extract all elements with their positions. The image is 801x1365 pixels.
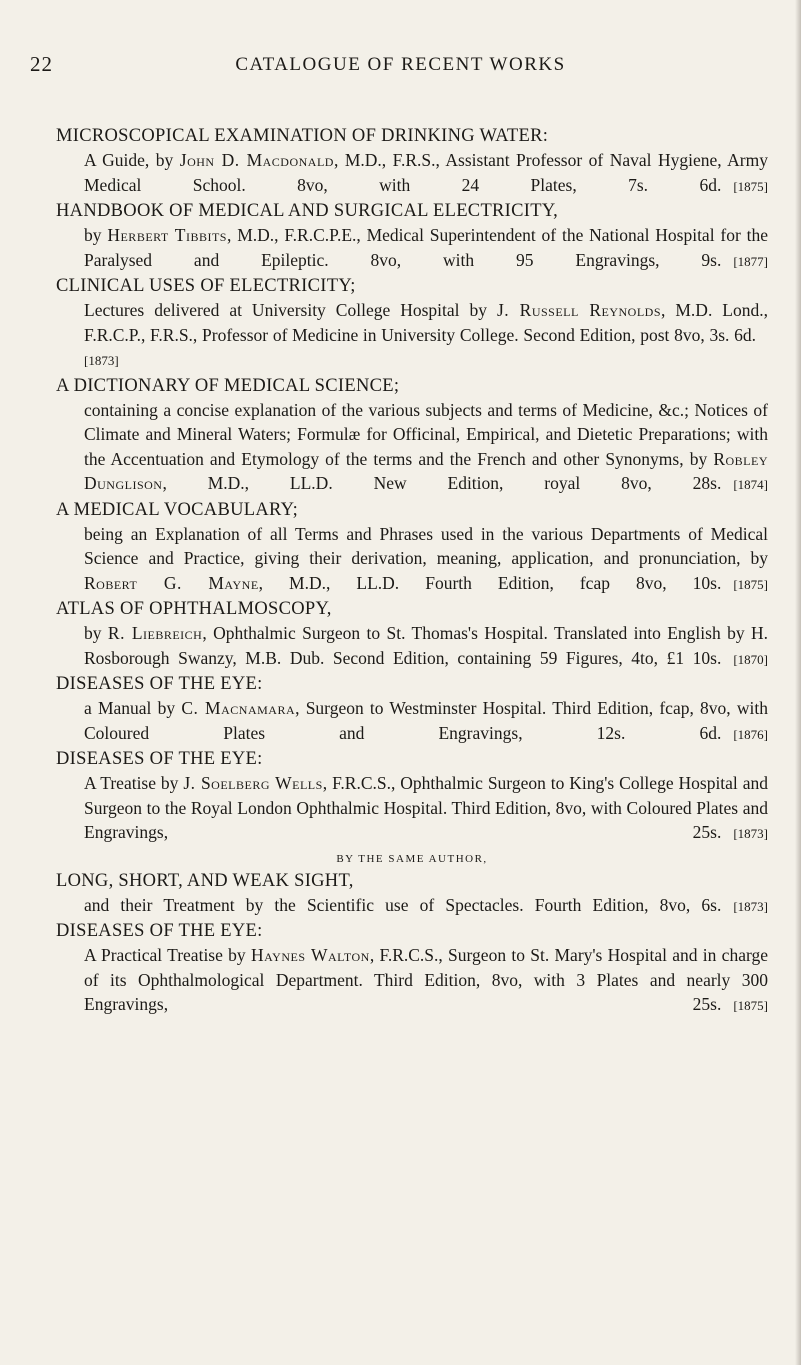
entry-year: [1873] (84, 353, 119, 368)
same-author-note: BY THE SAME AUTHOR, (336, 852, 488, 865)
entry-text: , F.R.C.S., Ophthalmic Surgeon to King's College Hospital and Surgeon to the Royal London Ophthalmic Hospital. Third Edition, 8vo, with Coloured Plates and Engravings, 25s. (84, 773, 768, 842)
entry-text: , M.D., LL.D. Fourth Edition, fcap 8vo, 10s. (258, 572, 722, 593)
catalogue-entry (56, 374, 768, 498)
catalogue-entry (56, 919, 768, 1019)
entry-description (84, 893, 768, 920)
entry-text: A Practical Treatise by (84, 945, 251, 965)
entry-text: a Manual by (84, 698, 182, 718)
catalogue-entry (56, 747, 768, 869)
entry-title: LONG, SHORT, AND WEAK SIGHT, (56, 870, 354, 891)
entry-description (84, 696, 768, 747)
entry-author: Herbert Tibbits (107, 225, 227, 245)
entry-text: by (84, 225, 108, 245)
entry-year: [1876] (733, 726, 768, 742)
entry-title: DISEASES OF THE EYE: (56, 674, 263, 694)
catalogue-entry (56, 274, 768, 374)
entry-text: , Surgeon to Westminster Hospital. Third Edition, fcap, 8vo, with Coloured Plates and Engravings, 12s. 6d. (84, 698, 768, 743)
catalogue-entry (56, 124, 768, 199)
entry-text: Lectures delivered at University College Hospital by (84, 300, 497, 320)
entry-text: , Ophthalmic Surgeon to St. Thomas's Hospital. Translated into English by H. Rosborough Swanzy, M.B. Dub. Second Edition, containing 59 Figures, 4to, £1 10s. (84, 623, 768, 668)
entry-year: [1875] (733, 998, 768, 1013)
entry-description (84, 223, 768, 274)
entry-year: [1873] (733, 826, 768, 841)
entry-author: J. Russell Reynolds (497, 300, 662, 320)
entry-text: by (84, 623, 108, 643)
entry-title: CLINICAL USES OF ELECTRICITY; (56, 276, 356, 296)
entry-title: A DICTIONARY OF MEDICAL SCIENCE; (56, 375, 400, 396)
entry-text: being an Explanation of all Terms and Phrases used in the various Departments of Medical Science and Practice, giving their derivation, meaning, application, and pronunciation, by (84, 523, 768, 568)
catalogue-entry (56, 498, 768, 598)
catalogue-entry (56, 597, 768, 672)
page-header (0, 52, 801, 82)
running-title: CATALOGUE OF RECENT WORKS (235, 54, 566, 75)
entry-text: , M.D., F.R.C.P.E., Medical Superintendent of the National Hospital for the Paralysed and Epileptic. 8vo, with 95 Engravings, 9s. (84, 225, 769, 270)
scan-edge-shadow (795, 0, 801, 1365)
entry-author: R. Liebreich (107, 623, 203, 643)
catalogue-entry (56, 672, 768, 747)
entry-author: Robley Dunglison (84, 448, 768, 493)
entry-year: [1875] (733, 576, 768, 592)
entry-title: A MEDICAL VOCABULARY; (56, 499, 299, 520)
entry-author: John D. Macdonald (179, 150, 334, 170)
entry-description (84, 621, 768, 672)
entry-description (84, 398, 768, 498)
entry-title: DISEASES OF THE EYE: (56, 749, 263, 769)
entry-year: [1874] (733, 477, 768, 492)
catalogue-entries (56, 124, 768, 1019)
entry-author: J. Soelberg Wells (183, 773, 323, 793)
page-number: 22 (30, 52, 53, 76)
entry-text: , M.D., F.R.S., Assistant Professor of Naval Hygiene, Army Medical School. 8vo, with 24 Plates, 7s. 6d. (84, 150, 768, 195)
entry-text: A Guide, by (84, 150, 180, 170)
entry-description (84, 943, 768, 1019)
entry-year: [1875] (733, 178, 768, 194)
entry-title: MICROSCOPICAL EXAMINATION OF DRINKING WATER: (56, 126, 549, 146)
entry-text: , M.D., LL.D. New Edition, royal 8vo, 28s. (162, 473, 722, 493)
entry-text: containing a concise explanation of the various subjects and terms of Medicine, &c.; Notices of Climate and Mineral Waters; Formulæ for Officinal, Empirical, and Dietetic Preparations; with the Accentuation and Etymology of the terms and the French and other Synonyms, by (84, 399, 768, 469)
entry-title: DISEASES OF THE EYE: (56, 921, 263, 941)
entry-text: A Treatise by (84, 773, 184, 793)
catalogue-entry (56, 869, 768, 920)
entry-description (84, 522, 768, 598)
entry-year: [1873] (733, 898, 768, 914)
entry-title: ATLAS OF OPHTHALMOSCOPY, (56, 599, 332, 619)
entry-text: , F.R.C.S., Surgeon to St. Mary's Hospital and in charge of its Ophthalmological Department. Third Edition, 8vo, with 3 Plates and nearly 300 Engravings, 25s. (84, 945, 768, 1014)
entry-author: C. Macnamara (181, 698, 296, 718)
entry-description (84, 771, 768, 847)
entry-description (84, 148, 768, 199)
entry-author: Robert G. Mayne (84, 572, 259, 593)
entry-text: , M.D. Lond., F.R.C.P., F.R.S., Professor of Medicine in University College. Second Edition, post 8vo, 3s. 6d. (84, 300, 769, 345)
entry-title: HANDBOOK OF MEDICAL AND SURGICAL ELECTRICITY, (56, 201, 559, 221)
entry-year: [1870] (733, 651, 768, 667)
catalogue-entry (56, 199, 768, 274)
entry-text: and their Treatment by the Scientific use of Spectacles. Fourth Edition, 8vo, 6s. (84, 894, 722, 915)
entry-author: Haynes Walton (250, 945, 370, 965)
entry-year: [1877] (733, 253, 768, 269)
entry-description (84, 298, 768, 374)
